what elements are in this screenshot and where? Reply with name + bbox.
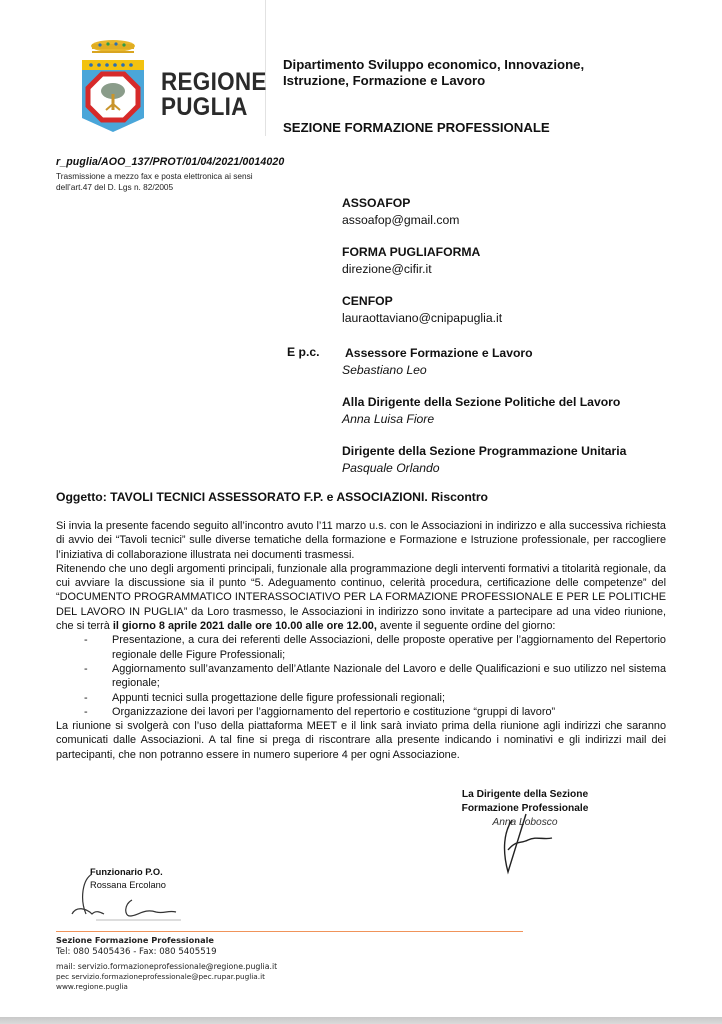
official-name: Rossana Ercolano <box>90 880 166 890</box>
recipient-block <box>342 195 459 229</box>
footer <box>56 935 277 992</box>
cc-block <box>342 345 533 379</box>
department-name <box>283 57 623 89</box>
agenda-item: - Organizzazione dei lavori per l’aggiornamento del repertorio e costituzione “gruppi di lavoro” <box>84 705 666 719</box>
recipient-block <box>342 244 480 278</box>
cc-block <box>342 443 626 477</box>
page-bottom-edge <box>0 1017 722 1024</box>
cc-title: Assessore Formazione e Lavoro <box>345 346 533 360</box>
signer-role-line-1: La Dirigente della Sezione <box>461 789 589 800</box>
cc-label: E p.c. <box>287 345 320 359</box>
protocol-number: r_puglia/AOO_137/PROT/01/04/2021/0014020 <box>56 156 285 168</box>
logo-wordmark <box>161 70 267 120</box>
invitation-text: Ritenendo che uno degli argomenti principali, funzionale alla programmazione degli interventi formativi a titolarità regionale, da cui avviare la discussione sia il punto “5. Adeguamento continuo, celerità procedura, certificazione delle competenze” del “DOCUMENTO PROGRAMMATICO INTERASSOCIATIVO PER LA FORMAZIONE PROFESSIONALE E PER LE POLITICHE DEL LAVORO IN PUGLIA” da Loro trasmesso, le Associazioni in indirizzo sono invitate a partecipare ad una video riunione, che si terrà <box>56 562 666 633</box>
recipient-block <box>342 293 502 327</box>
recipient-name: CENFOP <box>342 294 393 308</box>
recipient-email[interactable]: assoafop@gmail.com <box>342 213 460 227</box>
official-role: Funzionario P.O. <box>90 867 163 877</box>
recipient-name: FORMA PUGLIAFORMA <box>342 245 481 259</box>
transmission-line-1: Trasmissione a mezzo fax e posta elettronica ai sensi <box>56 171 253 181</box>
official-signature-icon <box>66 870 186 925</box>
agenda-list <box>56 633 666 719</box>
logo-text-regione: REGIONE <box>161 68 267 96</box>
cc-person: Sebastiano Leo <box>342 363 427 377</box>
recipient-name: ASSOAFOP <box>342 196 411 210</box>
footer-rule <box>56 931 523 932</box>
footer-email[interactable]: mail: servizio.formazioneprofessionale@regione.puglia.it <box>56 962 278 971</box>
agenda-item: - Presentazione, a cura dei referenti delle Associazioni, delle proposte operative per l’aggiornamento del Repertorio regionale delle Figure Professionali; <box>84 633 666 662</box>
signer-name: Anna Lobosco <box>492 817 558 828</box>
handwritten-signature-icon <box>490 810 570 880</box>
department-line-1: Dipartimento Sviluppo economico, Innovazione, <box>283 57 585 72</box>
footer-phone: Tel: 080 5405436 - Fax: 080 5405519 <box>56 947 217 957</box>
letter-body <box>56 519 666 762</box>
cc-title: Alla Dirigente della Sezione Politiche del Lavoro <box>342 395 621 409</box>
recipient-email[interactable]: lauraottaviano@cnipapuglia.it <box>342 311 503 325</box>
paragraph-meeting-info: La riunione si svolgerà con l’uso della piattaforma MEET e il link sarà inviato prima della riunione agli indirizzi che saranno comunicati dalle Associazioni. A tal fine si prega di riscontrare alla presente indicando i nominativi e gli indirizzi mail dei partecipanti, che non potranno essere in numero superiore 4 per ogni Associazione. <box>56 720 666 761</box>
logo-text-puglia: PUGLIA <box>161 93 248 121</box>
subject-line: Oggetto: TAVOLI TECNICI ASSESSORATO F.P. e ASSOCIAZIONI. Riscontro <box>56 490 489 504</box>
agenda-item: - Aggiornamento sull’avanzamento dell’Atlante Nazionale del Lavoro e delle Qualificazioni e suo utilizzo nel sistema regionale; <box>84 662 666 691</box>
invitation-text-end: avente il seguente ordine del giorno: <box>376 620 556 633</box>
cc-person: Anna Luisa Fiore <box>342 412 435 426</box>
agenda-item: - Appunti tecnici sulla progettazione delle figure professionali regionali; <box>84 691 666 705</box>
cc-block <box>342 394 620 428</box>
paragraph-invitation <box>56 562 666 633</box>
section-title: SEZIONE FORMAZIONE PROFESSIONALE <box>283 120 550 135</box>
footer-section: Sezione Formazione Professionale <box>56 935 214 945</box>
cc-person: Pasquale Orlando <box>342 461 440 475</box>
department-line-2: Istruzione, Formazione e Lavoro <box>283 73 486 88</box>
transmission-note <box>56 171 296 193</box>
footer-pec[interactable]: pec servizio.formazioneprofessionale@pec.rupar.puglia.it <box>56 972 265 981</box>
meeting-date: il giorno 8 aprile 2021 dalle ore 10.00 alle ore 12.00, <box>112 620 377 633</box>
transmission-line-2: dell’art.47 del D. Lgs n. 82/2005 <box>56 182 174 192</box>
paragraph-intro: Si invia la presente facendo seguito all’incontro avuto l’11 marzo u.s. con le Associazioni in indirizzo e alla successiva richiesta di avvio dei “Tavoli tecnici” sulle diverse tematiche della formazione e Formazione e Istruzione professionale, per raccogliere l’iniziativa di collaborazione illustrata nei documenti trasmessi. <box>56 520 666 561</box>
recipient-email[interactable]: direzione@cifir.it <box>342 262 432 276</box>
crest-icon <box>78 36 148 136</box>
cc-title: Dirigente della Sezione Programmazione Unitaria <box>342 444 627 458</box>
signer-role-line-2: Formazione Professionale <box>461 803 589 814</box>
footer-website[interactable]: www.regione.puglia <box>56 982 128 991</box>
